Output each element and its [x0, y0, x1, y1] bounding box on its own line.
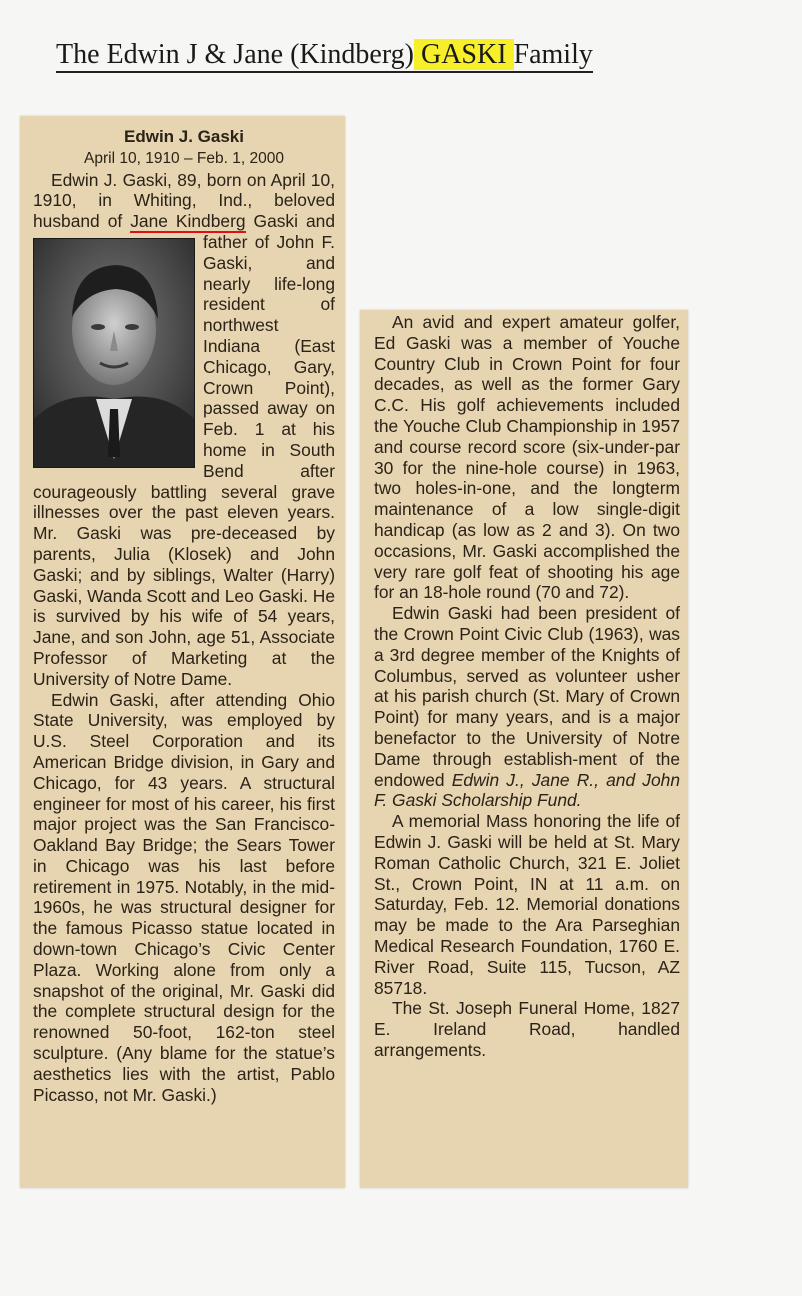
wife-name: Jane Kindberg: [130, 211, 246, 232]
obituary-paragraph-5: A memorial Mass honoring the life of Edwin J. Gaski will be held at St. Mary Roman Catholic Church, 321 E. Joliet St., Crown Point, IN at 11 a.m. on Saturday, Feb. 12. Memorial donations may be made to the Ara Parseghian Medical Research Foundation, 1760 E. River Road, Suite 115, Tucson, AZ 85718.: [374, 811, 680, 998]
p1-start: Edwin J. Gaski, 89, born on April 10, 1910, in Whiting, Ind., beloved husband of: [33, 169, 335, 232]
obituary-dates: April 10, 1910 – Feb. 1, 2000: [84, 149, 284, 167]
obituary-name: Edwin J. Gaski: [124, 127, 244, 146]
obituary-paragraph-1: [33, 170, 335, 690]
obituary-paragraph-4: [374, 603, 680, 811]
title-highlight: GASKI: [413, 39, 514, 70]
obituary-paragraph-2: Edwin Gaski, after attending Ohio State University, was employed by U.S. Steel Corporation and its American Bridge division, in Gary and Chicago, for 43 years. A structural engineer for most of his career, his first major project was the San Francisco-Oakland Bay Bridge; the Sears Tower in Chicago was his last before retirement in 1975. Notably, in the mid-1960s, he was structural designer for the famous Picasso statue located in down-town Chicago’s Civic Center Plaza. Working alone from only a snapshot of the original, Mr. Gaski did the complete structural design for the renowned 50-foot, 162-ton steel sculpture. (Any blame for the statue’s aesthetics lies with the artist, Pablo Picasso, not Mr. Gaski.): [33, 689, 335, 1105]
title-part2: Family: [513, 39, 593, 70]
p4-start: Edwin Gaski had been president of the Crown Point Civic Club (1963), was a 3rd degree member of the Knights of Columbus, served as volunteer usher at his parish church (St. Mary of Crown Point) for many years, and is a major benefactor to the University of Notre Dame through establish-ment of the endowed: [374, 603, 680, 790]
obituary-column-right: [374, 312, 680, 1061]
obituary-paragraph-3: An avid and expert amateur golfer, Ed Gaski was a member of Youche Country Club in Crown Point for four decades, as well as the former Gary C.C. His golf achievements included the Youche Club Championship in 1957 and course record score (six-under-par 30 for the nine-hole course) in 1963, two holes-in-one, and the longterm maintenance of a low single-digit handicap (as low as 2 and 3). On two occasions, Mr. Gaski accomplished the very rare golf feat of shooting his age for an 18-hole round (70 and 72).: [374, 312, 680, 603]
obituary-column-left: [33, 127, 335, 1105]
obituary-paragraph-6: The St. Joseph Funeral Home, 1827 E. Ireland Road, handled arrangements.: [374, 998, 680, 1060]
page-title: [56, 40, 593, 73]
portrait-photo: [33, 238, 195, 468]
p1-rest: Gaski and father of John F. Gaski, and nearly life-long resident of northwest Indiana (East Chicago, Gary, Crown Point), passed away on Feb. 1 at his home in South Bend after courageously battling several grave illnesses over the past eleven years. Mr. Gaski was pre-deceased by parents, Julia (Klosek) and John Gaski; and by siblings, Walter (Harry) Gaski, Wanda Scott and Leo Gaski. He is survived by his wife of 54 years, Jane, and son John, age 51, Associate Professor of Marketing at the University of Notre Dame.: [33, 211, 335, 689]
title-part1: The Edwin J & Jane (Kindberg): [56, 39, 414, 70]
scholarship-fund-name: Edwin J., Jane R., and John F. Gaski Scholarship Fund.: [374, 769, 681, 811]
